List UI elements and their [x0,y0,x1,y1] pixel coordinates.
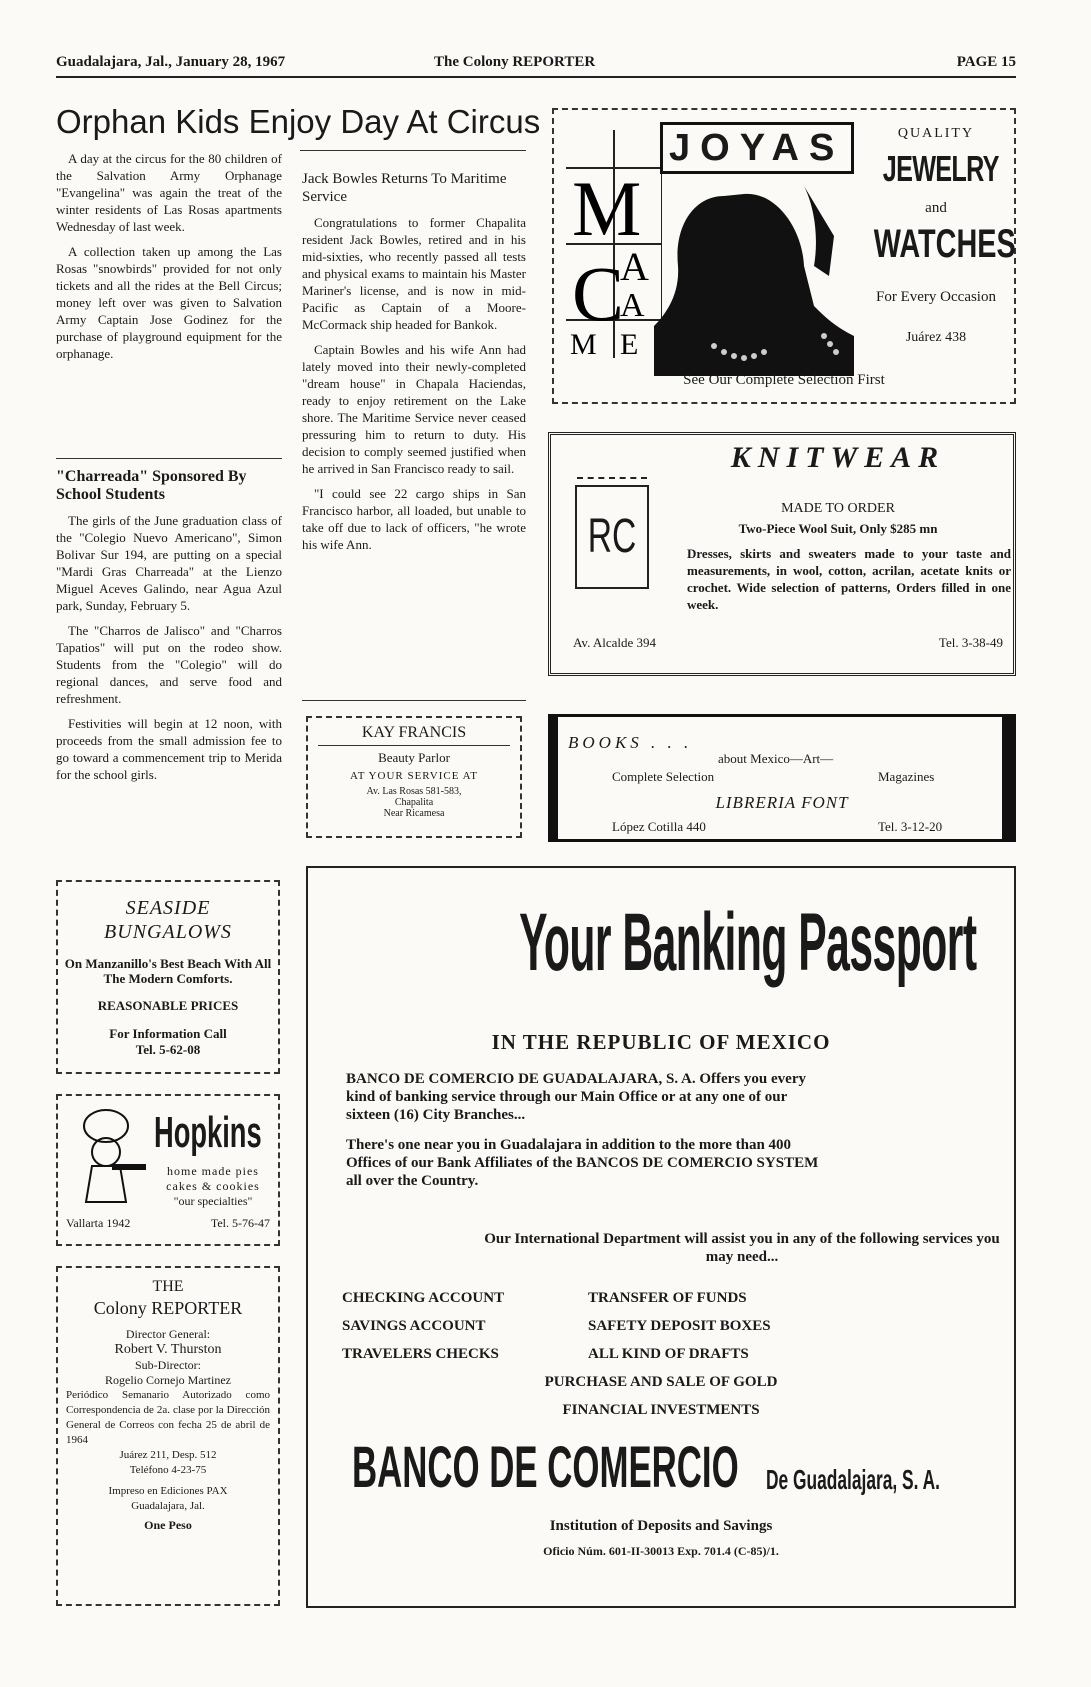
article-paragraph: The "Charros de Jalisco" and "Charros Tapatios" will put on the rodeo show. Students from the "Colegio" will do regional dances, and serve food and refreshment. [56,623,282,706]
hopkins-line: home made pies [167,1164,259,1178]
bank-intl: Our International Department will assist you in any of the following services you may need... [484,1231,1000,1265]
knitwear-ad [548,432,1016,676]
kay-line: Near Ricamesa [383,808,445,819]
masthead-registration: Periódico Semanario Autorizado como Correspondencia de 2a. clase por la Dirección General de Correos con fecha 25 de abril de 1964 [66,1389,270,1446]
knitwear-suit: Two-Piece Wool Suit, Only $285 mn [738,521,938,536]
bank-services-right [588,1284,771,1368]
macame-letter: A [620,287,645,324]
hopkins-name: Hopkins [154,1108,262,1157]
bowles-headline: Jack Bowles Returns To Maritime Service [302,171,507,205]
article-paragraph: Captain Bowles and his wife Ann had lately moved into their newly-completed "dream house" in Chapala Haciendas, ready to enjoy retirement on the Lake shore. The Maritime Service never ceased pressuring him to return to duty. His decision to comply seemed justified when he arrived in San Francisco ready to sail. [302,342,526,476]
bank-ad [306,866,1016,1608]
header-page-number: PAGE 15 [956,54,1016,70]
knitwear-address: Av. Alcalde 394 [573,635,657,650]
charreada-article [56,468,282,791]
joyas-and: and [925,200,947,216]
seaside-prices: REASONABLE PRICES [97,998,239,1013]
chef-icon [68,1104,148,1204]
bank-oficio: Oficio Núm. 601-II-30013 Exp. 701.4 (C-85)/1. [543,1544,779,1558]
kay-line: Beauty Parlor [378,750,450,765]
books-store: LIBRERIA FONT [715,793,849,812]
books-title: BOOKS . . . [568,733,693,752]
seaside-line: On Manzanillo's Best Beach With All The Modern Comforts. [64,956,272,986]
bank-gold: PURCHASE AND SALE OF GOLD [544,1374,778,1390]
rc-logo-text: RC [587,510,637,563]
joyas-address: Juárez 438 [905,330,967,345]
bowles-article [302,170,526,561]
circus-headline: Orphan Kids Enjoy Day At Circus [56,103,541,140]
page-header [56,52,1016,78]
charreada-headline: "Charreada" Sponsored By School Students [56,468,247,503]
macame-logo [566,130,662,358]
joyas-quality: QUALITY [897,126,975,141]
joyas-occasion: For Every Occasion [876,289,996,305]
bank-name: BANCO DE COMERCIO [352,1435,739,1500]
macame-letter: E [620,328,639,358]
hopkins-address: Vallarta 1942 [66,1216,131,1230]
rc-logo [575,485,649,589]
seaside-ad [56,880,280,1074]
bank-service-item: TRANSFER OF FUNDS [588,1290,747,1306]
books-tel: Tel. 3-12-20 [878,819,943,834]
masthead-line: Juárez 211, Desp. 512 [119,1449,217,1461]
hopkins-tel: Tel. 5-76-47 [210,1216,270,1230]
masthead-name: Colony REPORTER [93,1298,243,1318]
kay-line: Chapalita [394,797,434,808]
masthead-box [56,1266,280,1606]
hopkins-ad [56,1094,280,1246]
header-paper-name: The Colony REPORTER [434,54,596,70]
woman-silhouette-icon [654,176,854,376]
masthead-line: Guadalajara, Jal. [131,1500,205,1512]
macame-letter: M [572,165,642,252]
article-paragraph: Congratulations to former Chapalita resident Jack Bowles, retired and in his mid-sixties, who recently passed all tests and physical exams to maintain his Master Mariner's license, and is now in mid-Pacific as Captain of a Moore-McCormack ship headed for Bankok. [302,215,526,332]
bank-suffix: De Guadalajara, S. A. [766,1464,940,1495]
masthead-the: THE [152,1278,184,1295]
masthead-line: Impreso en Ediciones PAX [108,1485,228,1497]
macame-letter: A [620,244,649,289]
circus-article [56,150,282,370]
bank-service-item: SAFETY DEPOSIT BOXES [588,1318,771,1334]
column-rule [302,700,526,701]
seaside-tel: Tel. 5-62-08 [135,1042,201,1057]
bank-service-item: CHECKING ACCOUNT [342,1290,505,1306]
masthead-line: Rogelio Cornejo Martinez [105,1373,231,1387]
macame-letter: M [570,328,597,358]
bank-institution: Institution of Deposits and Savings [549,1518,773,1534]
masthead-line: One Peso [144,1518,192,1532]
books-magazines: Magazines [878,769,935,784]
knitwear-made: MADE TO ORDER [781,501,895,516]
bank-financial: FINANCIAL INVESTMENTS [562,1402,760,1418]
hopkins-line: "our specialties" [173,1194,253,1208]
bank-para: There's one near you in Guadalajara in addition to the more than 400 Offices of our Bank Affiliates of the BANCOS DE COMERCIO SYSTEM all over the Country. [346,1137,819,1189]
books-selection: Complete Selection [612,769,715,784]
joyas-ad [552,108,1016,404]
bank-subhead: IN THE REPUBLIC OF MEXICO [491,1030,831,1054]
article-paragraph: The girls of the June graduation class of the "Colegio Nuevo Americano", Simon Bolivar Sur 194, are putting on a special "Mardi Gras Charreada" at the Lienzo Miguel Aceves Galindo, near Agua Azul park, Sunday, February 5. [56,513,282,613]
bank-headline-wrap [308,896,1014,990]
books-address: López Cotilla 440 [612,819,706,834]
bank-services-left [342,1284,504,1368]
article-paragraph: Festivities will begin at 12 noon, with proceeds from the small admission fee to go toward a commencement trip to Merida for the school girls. [56,716,282,782]
knitwear-body: Dresses, skirts and sweaters made to your taste and measurements, in wool, cotton, acrilan, acetate knits or crochet. Wide selection of patterns, Orders filled in one week. [687,546,1011,612]
seaside-title: SEASIDE [125,897,211,919]
headline-rule [300,150,526,151]
bank-service-item: TRAVELERS CHECKS [342,1346,499,1362]
joyas-watches: WATCHES [873,222,1016,266]
masthead-line: Robert V. Thurston [114,1342,222,1357]
bank-suffix-wrap [766,1464,1047,1496]
kay-name: KAY FRANCIS [318,724,510,746]
knitwear-tel: Tel. 3-38-49 [938,635,1003,650]
column-rule [56,458,282,459]
kay-line: AT YOUR SERVICE AT [349,770,479,782]
bank-service-item: ALL KIND OF DRAFTS [588,1346,749,1362]
macame-letter: C [572,250,625,337]
kay-line: Av. Las Rosas 581-583, [366,786,462,797]
article-paragraph: "I could see 22 cargo ships in San Francisco harbor, all loaded, but unable to take off due to lack of officers, "he wrote his wife Ann. [302,486,526,552]
joyas-jewelry: JEWELRY [882,148,999,189]
books-ad [548,714,1016,842]
hopkins-line: cakes & cookies [166,1179,260,1193]
article-paragraph: A collection taken up among the Las Rosas "snowbirds" provided for not only tickets and all the rides at the Bell Circus; money left over was given to Salvation Army Captain Jose Godinez for the purchase of playground equipment for the orphanage. [56,244,282,361]
joyas-logo [660,122,854,174]
bank-service-item: SAVINGS ACCOUNT [342,1318,486,1334]
bank-para: BANCO DE COMERCIO DE GUADALAJARA, S. A. Offers you every kind of banking service through our Main Office or at any one of our sixteen (16) City Branches... [346,1071,806,1123]
knitwear-title: KNITWEAR [730,441,946,474]
article-paragraph: A day at the circus for the 80 children of the Salvation Army Orphanage "Evangelina" was again the treat of the winter residents of Las Rosas apartments Wednesday of last week. [56,151,282,234]
header-dateline: Guadalajara, Jal., January 28, 1967 [56,54,286,70]
bank-headline: Your Banking Passport [519,897,977,988]
joyas-footer: See Our Complete Selection First [683,372,885,388]
books-about: about Mexico—Art— [718,751,834,766]
seaside-title: BUNGALOWS [104,921,232,943]
joyas-word: JOYAS [660,122,850,174]
masthead-line: Teléfono 4-23-75 [129,1464,207,1476]
kay-francis-ad [306,716,522,838]
seaside-info: For Information Call [109,1026,227,1041]
masthead-line: Director General: [125,1327,211,1341]
masthead-line: Sub-Director: [135,1358,201,1372]
